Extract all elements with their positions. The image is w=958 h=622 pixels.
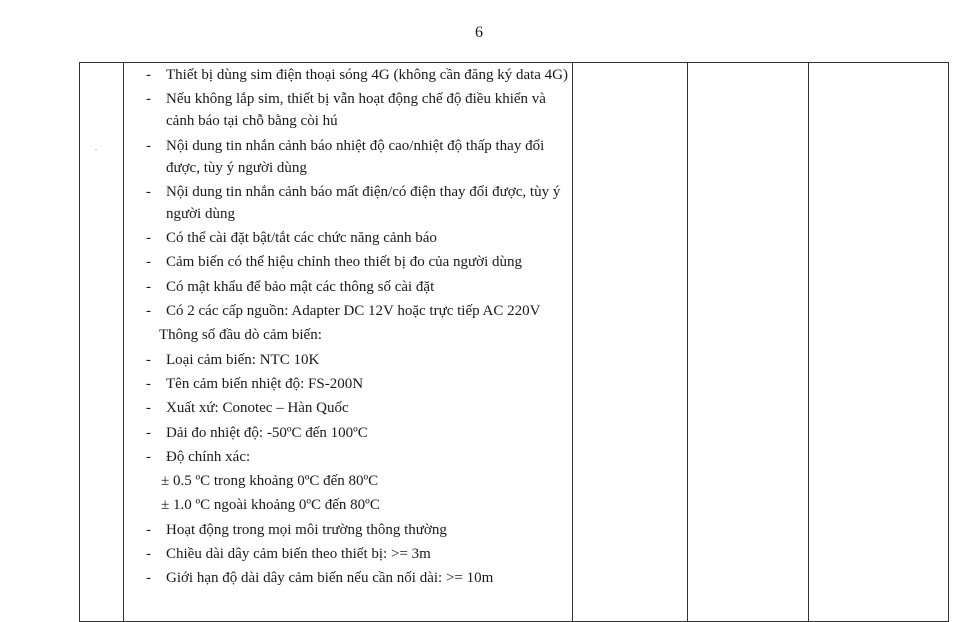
list-item-text: Giới hạn độ dài dây cảm biến nếu cần nối dài: >= 10m (166, 570, 494, 587)
list-item: - Nội dung tin nhắn cảnh báo nhiệt độ cao/nhiệt độ thấp thay đổi được, tùy ý người dùng (146, 137, 545, 176)
list-item: - Cảm biến có thể hiệu chỉnh theo thiết bị đo của người dùng (146, 254, 522, 271)
list-item: - Tên cảm biến nhiệt độ: FS-200N (146, 375, 364, 392)
list-item-text: Xuất xứ: Conotec – Hàn Quốc (166, 400, 349, 417)
list-item-text: Dải đo nhiệt độ: -50ºC đến 100ºC (166, 424, 368, 441)
list-item: - Nội dung tin nhắn cảnh báo mất điện/có điện thay đổi được, tùy ý người dùng (146, 183, 561, 222)
list-item: - Chiều dài dây cảm biến theo thiết bị: >= 3m (146, 546, 431, 563)
list-item-text: Có mật khẩu để bảo mật các thông số cài đặt (166, 278, 435, 295)
list-item-text: Chiều dài dây cảm biến theo thiết bị: >= 3m (166, 546, 431, 563)
list-item-text: Cảm biến có thể hiệu chỉnh theo thiết bị đo của người dùng (166, 254, 522, 271)
section-heading: Thông số đầu dò cảm biến: (159, 327, 322, 344)
scan-mark: . (95, 143, 97, 152)
list-item-text: Tên cảm biến nhiệt độ: FS-200N (166, 375, 364, 392)
list-item-text: Nội dung tin nhắn cảnh báo nhiệt độ cao/nhiệt độ thấp thay đổi được, tùy ý người dùng (166, 137, 545, 176)
list-item: - Dải đo nhiệt độ: -50ºC đến 100ºC (146, 424, 368, 441)
table-column-divider (687, 62, 688, 622)
list-item: - Nếu không lắp sim, thiết bị vẫn hoạt động chế độ điều khiển và cảnh báo tại chỗ bằng còi hú (146, 91, 546, 130)
list-item-text: Nếu không lắp sim, thiết bị vẫn hoạt động chế độ điều khiển và cảnh báo tại chỗ bằng còi hú (166, 91, 546, 130)
list-item: - Độ chính xác: (146, 448, 251, 465)
specification-list (140, 64, 570, 592)
list-item-text: Có 2 các cấp nguồn: Adapter DC 12V hoặc trực tiếp AC 220V (166, 303, 541, 320)
list-item-text: Có thể cài đặt bật/tắt các chức năng cảnh báo (166, 230, 437, 247)
list-item-text: Thiết bị dùng sim điện thoại sóng 4G (không cần đăng ký data 4G) (166, 67, 569, 83)
page-number: 6 (475, 24, 483, 41)
list-item-text: Độ chính xác: (166, 448, 251, 465)
list-item: - Xuất xứ: Conotec – Hàn Quốc (146, 400, 349, 417)
list-item: - Giới hạn độ dài dây cảm biến nếu cần nối dài: >= 10m (146, 570, 494, 587)
list-item-text: Nội dung tin nhắn cảnh báo mất điện/có điện thay đổi được, tùy ý người dùng (166, 183, 561, 222)
list-item: - Có 2 các cấp nguồn: Adapter DC 12V hoặc trực tiếp AC 220V (146, 303, 541, 320)
list-item-text: Hoạt động trong mọi môi trường thông thường (166, 521, 447, 538)
table-column-divider (572, 62, 573, 622)
accuracy-value: ± 1.0 ºC ngoài khoảng 0ºC đến 80ºC (161, 497, 380, 514)
list-item: - Loại cảm biến: NTC 10K (146, 351, 320, 368)
list-item: - Hoạt động trong mọi môi trường thông thường (146, 521, 447, 538)
list-item: - Thiết bị dùng sim điện thoại sóng 4G (không cần đăng ký data 4G) (146, 67, 569, 83)
table-column-divider (123, 62, 124, 622)
list-item-text: Loại cảm biến: NTC 10K (166, 351, 320, 368)
table-column-divider (808, 62, 809, 622)
list-item: - Có mật khẩu để bảo mật các thông số cài đặt (146, 278, 435, 295)
accuracy-value: ± 0.5 ºC trong khoảng 0ºC đến 80ºC (161, 473, 379, 490)
list-item: - Có thể cài đặt bật/tắt các chức năng cảnh báo (146, 230, 437, 247)
